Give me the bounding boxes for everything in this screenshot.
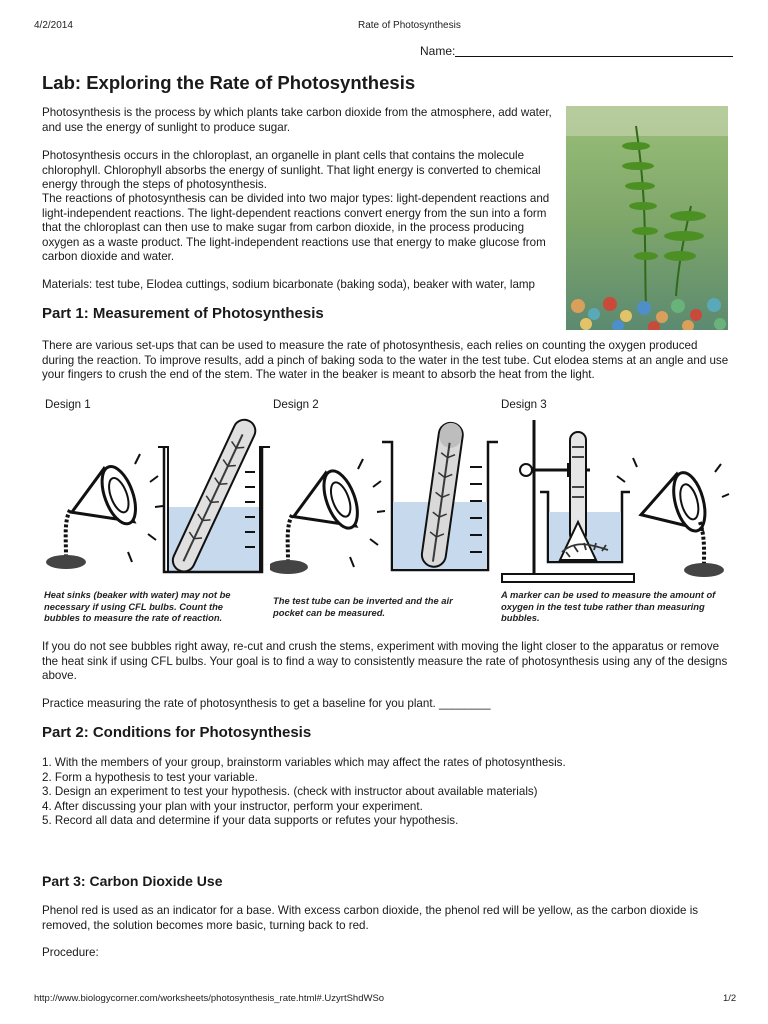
design-2-caption: The test tube can be inverted and the air pocket can be measured. [273,595,453,618]
page-number: 1/2 [723,993,737,1004]
name-line[interactable] [455,56,733,57]
design-3-illustration [500,412,730,592]
baseline-text: Practice measuring the rate of photosynthesis to get a baseline for you plant. ________ [42,697,491,710]
part3-text: Phenol red is used as an indicator for a base. With excess carbon dioxide, the phenol red will be yellow, as the carbon dioxide is removed, the solution becomes more basic, turning back to red. [42,904,699,932]
elodea-photo [566,106,728,330]
list-item: 4. After discussing your plan with your instructor, perform your experiment. [42,799,423,813]
materials-text: Materials: test tube, Elodea cuttings, sodium bicarbonate (baking soda), beaker with water, lamp [42,278,535,291]
list-item: 5. Record all data and determine if your data supports or refutes your hypothesis. [42,814,459,828]
list-item: 3. Design an experiment to test your hypothesis. (check with instructor about available materials) [42,785,538,799]
design-2-illustration [270,412,500,592]
design-3-caption: A marker can be used to measure the amount of oxygen in the test tube rather than measuring bubbles. [501,589,716,624]
part1-heading: Part 1: Measurement of Photosynthesis [42,305,324,322]
part3-heading: Part 3: Carbon Dioxide Use [42,873,223,889]
footer-url: http://www.biologycorner.com/worksheets/photosynthesis_rate.html#.UzyrtShdWSo [34,993,385,1004]
list-item: 1. With the members of your group, brainstorm variables which may affect the rates of photosynthesis. [42,756,566,769]
list-item: 2. Form a hypothesis to test your variable. [42,770,258,784]
design-3-label: Design 3 [501,398,547,411]
design-1-caption: Heat sinks (beaker with water) may not be necessary if using CFL bulbs. Count the bubbles to measure the rate of reaction. [44,589,231,624]
part2-list [42,756,732,829]
intro-paragraph-1: Photosynthesis is the process by which plants take carbon dioxide from the atmosphere, add water, and use the energy of sunlight to produce sugar. [42,106,552,134]
design-1-label: Design 1 [45,398,91,411]
intro-paragraph-2: Photosynthesis occurs in the chloroplast, an organelle in plant cells that contains the molecule chlorophyll. Chlorophyll absorbs the energy of sunlight. That light energy is converted to chemical energy through the steps of photosynthesis. [42,149,541,192]
page-title: Lab: Exploring the Rate of Photosynthesis [42,72,416,93]
design-2-label: Design 2 [273,398,319,411]
design-1-illustration [40,412,270,587]
print-title: Rate of Photosynthesis [358,20,461,31]
print-date: 4/2/2014 [34,20,73,31]
intro-paragraph-3: The reactions of photosynthesis can be divided into two major types: light-dependent reactions and light-independent reactions. The light-dependent reactions convert energy from the sun into a form that the chloroplast can then use to make sugar from carbon dioxide, in the process producing oxygen as a waste product. The light-independent reactions use that energy to make glucose from carbon dioxide and water. [42,192,550,264]
name-label: Name: [420,44,456,58]
troubleshooting-text: If you do not see bubbles right away, re-cut and crush the stems, experiment with moving the light closer to the apparatus or remove the heat sink if using CFL bulbs. Your goal is to find a way to consistently measure the rate of photosynthesis using any of the designs above. [42,640,728,683]
part1-text: There are various set-ups that can be used to measure the rate of photosynthesis, each relies on counting the oxygen produced during the reaction. To improve results, add a pinch of baking soda to the water in the test tube. Cut elodea stems at an angle and use your fingers to crush the end of the stem. The water in the beaker is meant to absorb the heat from the light. [42,339,729,382]
part2-heading: Part 2: Conditions for Photosynthesis [42,724,312,741]
procedure-label: Procedure: [42,946,99,959]
